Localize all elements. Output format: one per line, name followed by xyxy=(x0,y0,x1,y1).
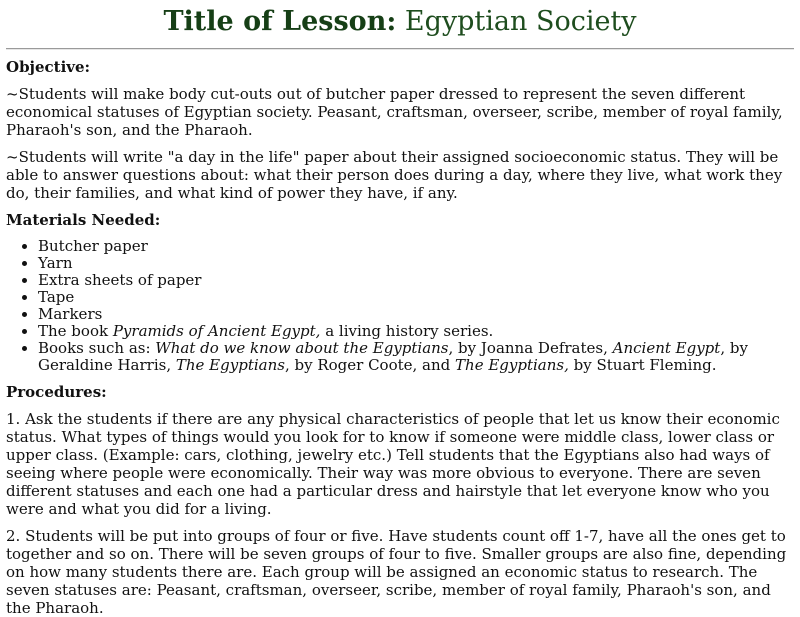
book-title: The Egyptians xyxy=(175,356,285,374)
book-author: , by Geraldine Harris, xyxy=(38,339,748,374)
list-item: • Tape xyxy=(38,289,794,306)
list-item xyxy=(38,323,794,340)
list-item xyxy=(38,340,794,374)
materials-section xyxy=(6,211,794,374)
list-item: • Butcher paper xyxy=(38,238,794,255)
objective-heading: Objective: xyxy=(6,58,91,76)
lesson-page xyxy=(0,6,800,617)
procedures-heading: Procedures: xyxy=(6,383,107,401)
objective-paragraph-2: ~Students will write "a day in the life" paper about their assigned socioeconomic status. They will be able to answer questions about: what their person does during a day, where they live, what work they do, their families, and what kind of power they have, if any. xyxy=(6,148,783,202)
list-item: • Extra sheets of paper xyxy=(38,272,794,289)
book-prefix: The book xyxy=(38,322,113,340)
materials-list xyxy=(6,238,794,374)
materials-heading: Materials Needed: xyxy=(6,211,161,229)
list-item: • Yarn xyxy=(38,255,794,272)
book-author: by Stuart Fleming. xyxy=(568,356,717,374)
book-author: , by Joanna Defrates, xyxy=(448,339,613,357)
procedure-step-1: 1. Ask the students if there are any physical characteristics of people that let us know their economic status. What types of things would you look for to know if someone were middle class, lower class or upper class. (Example: cars, clothing, jewelry etc.) Tell students that the Egyptians also had ways of seeing where people were economically. Their way was more obvious to everyone. There are seven different statuses and each one had a particular dress and hairstyle that let everyone know who you were and what you did for a living. xyxy=(6,410,780,518)
book-author: , by Roger Coote, and xyxy=(284,356,456,374)
book-title: The Egyptians, xyxy=(455,356,569,374)
procedure-step-2: 2. Students will be put into groups of four or five. Have students count off 1-7, have all the ones get to together and so on. There will be seven groups of four to five. Smaller groups are also fine, depending on how many students there are. Each group will be assigned an economic status to research. The seven statuses are: Peasant, craftsman, overseer, scribe, member of royal family, Pharaoh's son, and the Pharaoh. xyxy=(6,527,787,617)
title-text: Egyptian Society xyxy=(396,6,637,37)
book-title: Pyramids of Ancient Egypt, xyxy=(112,322,321,340)
title-label: Title of Lesson: xyxy=(163,6,397,37)
title-divider xyxy=(6,48,794,50)
book-title: What do we know about the Egyptians xyxy=(155,339,449,357)
books-prefix: Books such as: xyxy=(38,339,156,357)
page-title xyxy=(6,6,794,38)
objective-paragraph-1: ~Students will make body cut-outs out of butcher paper dressed to represent the seven different economical statuses of Egyptian society. Peasant, craftsman, overseer, scribe, member of royal family, Pharaoh's son, and the Pharaoh. xyxy=(6,85,783,139)
objective-section xyxy=(6,58,794,202)
procedures-section xyxy=(6,383,794,617)
book-suffix: a living history series. xyxy=(320,322,494,340)
book-title: Ancient Egypt xyxy=(612,339,721,357)
list-item: • Markers xyxy=(38,306,794,323)
